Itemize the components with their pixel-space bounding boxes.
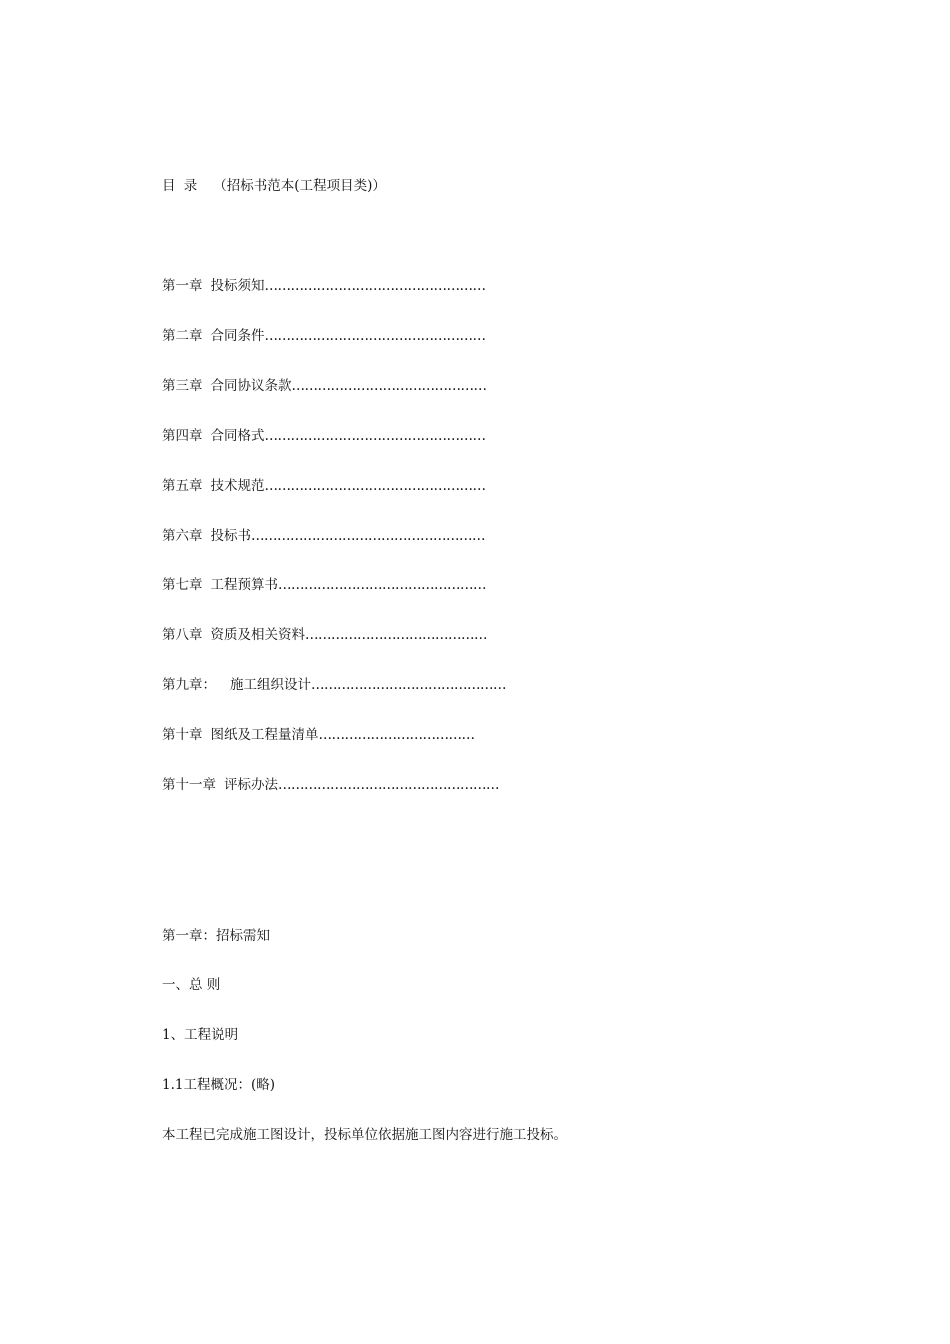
body-paragraph: 本工程已完成施工图设计，投标单位依据施工图内容进行施工投标。: [162, 1127, 567, 1143]
toc-chapter: 第四章: [162, 428, 203, 444]
item-heading: 1.1工程概况：(略): [162, 1077, 276, 1093]
toc-entry-title: 投标书: [210, 528, 251, 544]
toc-entry-title: 合同格式: [210, 428, 265, 444]
toc-entry-title: 图纸及工程量清单: [210, 727, 319, 743]
toc-entry-title: 合同条件: [210, 328, 265, 344]
toc-chapter: 第五章: [162, 478, 203, 494]
toc-leader: ……………………………………: [305, 627, 487, 643]
toc-entry-1[interactable]: [162, 277, 486, 295]
toc-leader: ………………………………………: [311, 677, 506, 693]
toc-chapter: 第三章: [162, 378, 203, 394]
chapter-heading: 第一章：招标需知: [162, 928, 270, 944]
toc-entry-title: 资质及相关资料: [210, 627, 305, 643]
toc-leader: ……………………………………………: [264, 278, 486, 294]
toc-subtitle: （招标书范本(工程项目类)）: [213, 178, 386, 194]
toc-entry-9[interactable]: [162, 676, 506, 694]
toc-leader: ………………………………………: [291, 378, 487, 394]
toc-chapter: 第二章: [162, 328, 203, 344]
toc-chapter: 第十一章: [162, 777, 216, 793]
toc-leader: …………………………………………: [278, 577, 486, 593]
subsection-heading: 1、工程说明: [162, 1027, 239, 1043]
toc-chapter: 第十章: [162, 727, 203, 743]
toc-entry-2[interactable]: [162, 327, 486, 345]
toc-chapter: 第六章: [162, 528, 203, 544]
toc-entry-11[interactable]: [162, 776, 499, 794]
toc-entry-10[interactable]: [162, 726, 475, 744]
toc-entry-8[interactable]: [162, 626, 487, 644]
toc-leader: ……………………………………………: [278, 777, 499, 793]
toc-chapter: 第九章：: [162, 677, 216, 693]
toc-chapter: 第七章: [162, 577, 203, 593]
toc-leader: ……………………………………………: [264, 428, 486, 444]
toc-entry-title: 施工组织设计: [230, 677, 311, 693]
toc-entry-title: 技术规范: [210, 478, 265, 494]
toc-entry-title: 投标须知: [210, 278, 265, 294]
toc-entry-title: 工程预算书: [210, 577, 278, 593]
toc-entry-3[interactable]: [162, 377, 487, 395]
toc-entry-6[interactable]: [162, 527, 485, 545]
toc-leader: ………………………………………………: [251, 528, 485, 544]
section-heading: 一、总 则: [162, 977, 221, 993]
toc-entry-title: 合同协议条款: [210, 378, 292, 394]
toc-chapter: 第一章: [162, 278, 203, 294]
toc-entry-5[interactable]: [162, 477, 486, 495]
toc-leader: ……………………………………………: [264, 478, 486, 494]
toc-chapter: 第八章: [162, 627, 203, 643]
toc-title: [162, 177, 386, 195]
toc-entry-7[interactable]: [162, 576, 486, 594]
toc-leader: ……………………………………………: [264, 328, 486, 344]
toc-entry-title: 评标办法: [224, 777, 278, 793]
toc-label: 目 录: [162, 178, 200, 194]
toc-leader: ………………………………: [318, 727, 475, 743]
toc-entry-4[interactable]: [162, 427, 486, 445]
